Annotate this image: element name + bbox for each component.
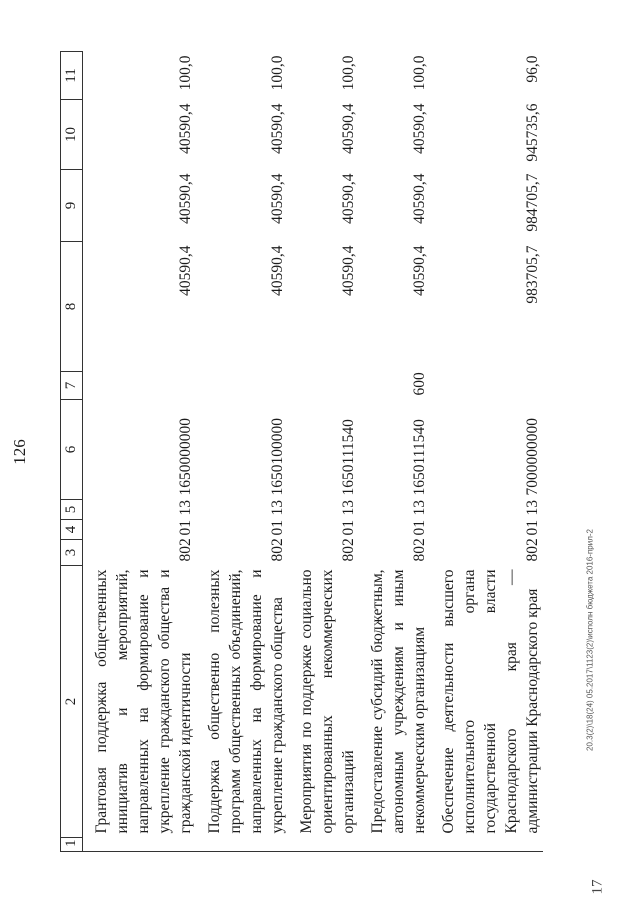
cell-c3: 802 <box>177 538 194 562</box>
cell-c6: 7000000000 <box>524 418 541 496</box>
cell-c9: 984705,7 <box>524 173 541 232</box>
cell-c6: 1650000000 <box>177 418 194 496</box>
col-header-5: 5 <box>61 500 83 520</box>
col-header-10: 10 <box>61 100 83 170</box>
cell-c4: 01 <box>524 520 541 536</box>
col-header-8: 8 <box>61 242 83 372</box>
cell-c4: 01 <box>411 520 428 536</box>
cell-c3: 802 <box>269 538 286 562</box>
col-header-4: 4 <box>61 520 83 540</box>
col-header-6: 6 <box>61 400 83 500</box>
cell-c7: 600 <box>411 372 428 396</box>
row-name: Обеспечение деятельности высшего исполнительного органа государственной власти Краснодарского края — администрации Краснодарского края <box>440 569 541 834</box>
cell-c5: 13 <box>177 500 194 516</box>
cell-c3: 802 <box>524 538 541 562</box>
col-header-1: 1 <box>61 838 83 852</box>
cell-c6: 1650111540 <box>340 419 357 496</box>
cell-c5: 13 <box>524 500 541 516</box>
cell-c8: 40590,4 <box>340 245 357 296</box>
sheet-number: 17 <box>589 879 606 895</box>
cell-c10: 40590,4 <box>177 103 194 154</box>
cell-c4: 01 <box>340 520 357 536</box>
row-name: Предоставление субсидий бюджетным, автономным учреждениям и иным некоммерческим организациям <box>369 569 428 834</box>
cell-c5: 13 <box>269 500 286 516</box>
cell-c9: 40590,4 <box>340 173 357 224</box>
cell-c4: 01 <box>177 520 194 536</box>
row-name: Поддержка общественно полезных программ общественных объединений, направленных на формирование и укрепление гражданского общества <box>206 569 286 834</box>
cell-c7 <box>430 372 543 400</box>
cell-c9: 40590,4 <box>411 173 428 224</box>
row-name: Грантовая поддержка общественных инициатив и мероприятий, направленных на формирование и укрепление гражданского общества и гражданской идентичности <box>93 569 194 834</box>
table-row <box>83 52 197 852</box>
cell-c6: 1650100000 <box>269 418 286 496</box>
cell-c9: 40590,4 <box>269 173 286 224</box>
table-row <box>430 52 543 852</box>
table-row <box>359 52 430 852</box>
rotated-table-area <box>60 52 580 852</box>
table-header-row <box>61 52 83 852</box>
budget-table <box>60 51 543 852</box>
table-row <box>196 52 288 852</box>
cell-c3: 802 <box>340 538 357 562</box>
page-number: 126 <box>10 439 29 465</box>
cell-c7 <box>288 372 359 400</box>
cell-c10: 40590,4 <box>340 103 357 154</box>
cell-c10: 40590,4 <box>411 103 428 154</box>
cell-c11: 100,0 <box>269 55 286 91</box>
cell-c4: 01 <box>269 520 286 536</box>
col-header-2: 2 <box>61 566 83 838</box>
file-path-note: 20.3(2)\18(24) 05.2017\1123(2)\исполн бюджета 2016-прил-2 <box>585 529 595 751</box>
col-header-11: 11 <box>61 52 83 100</box>
cell-c11: 100,0 <box>340 55 357 91</box>
row-name: Мероприятия по поддержке социально ориентированных некоммерческих организаций <box>298 569 357 834</box>
cell-c7 <box>83 372 197 400</box>
cell-c11: 100,0 <box>177 55 194 91</box>
cell-c5: 13 <box>411 500 428 516</box>
cell-c3: 802 <box>411 538 428 562</box>
cell-c8: 40590,4 <box>269 245 286 296</box>
col-header-3: 3 <box>61 540 83 566</box>
cell-c8: 40590,4 <box>177 245 194 296</box>
cell-c6: 1650111540 <box>411 419 428 496</box>
cell-c11: 100,0 <box>411 55 428 91</box>
cell-c8: 983705,7 <box>524 245 541 304</box>
cell-c7 <box>196 372 288 400</box>
col-header-7: 7 <box>61 372 83 400</box>
cell-c8: 40590,4 <box>411 245 428 296</box>
cell-c9: 40590,4 <box>177 173 194 224</box>
cell-c5: 13 <box>340 500 357 516</box>
cell-c11: 96,0 <box>524 55 541 83</box>
cell-c10: 40590,4 <box>269 103 286 154</box>
col-header-9: 9 <box>61 170 83 242</box>
table-row <box>288 52 359 852</box>
cell-c10: 945735,6 <box>524 103 541 162</box>
